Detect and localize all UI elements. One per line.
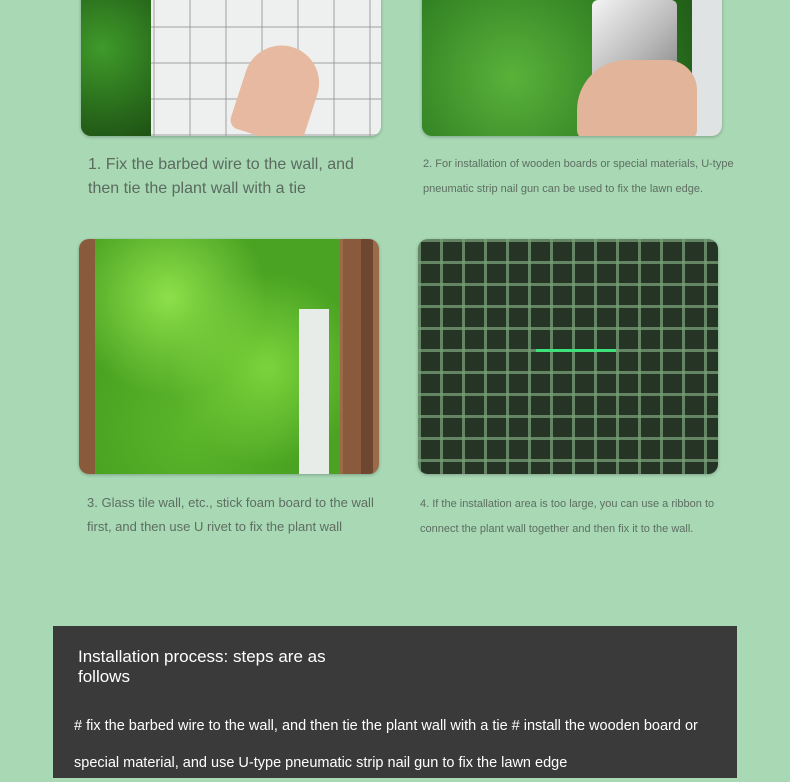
step-4-caption: 4. If the installation area is too large, you can use a ribbon to connect the plant wall together and then fix it to the wall. — [420, 498, 715, 535]
step-2-caption: 2. For installation of wooden boards or special materials, U-type pneumatic strip nail gun can be used to fix the lawn edge. — [423, 158, 734, 195]
panel-title: Installation process: steps are as follows — [78, 647, 326, 686]
step-3-photo — [79, 239, 379, 474]
step-2-photo — [422, 0, 722, 136]
step-3-caption: 3. Glass tile wall, etc., stick foam board to the wall first, and then use U rivet to fix the plant wall — [87, 495, 374, 534]
panel-body: # fix the barbed wire to the wall, and then tie the plant wall with a tie # install the wooden board or special material, and use U-type pneumatic strip nail gun to fix the lawn edge — [74, 718, 698, 771]
hand — [577, 60, 697, 136]
step-1-photo — [81, 0, 381, 136]
ribbon — [536, 349, 616, 352]
foam-board — [299, 309, 329, 474]
hand — [228, 36, 329, 136]
plant-panel — [81, 0, 151, 136]
step-1-caption: 1. Fix the barbed wire to the wall, and then tie the plant wall with a tie — [88, 156, 354, 197]
step-4-photo — [418, 239, 718, 474]
installation-process-panel — [53, 626, 737, 778]
